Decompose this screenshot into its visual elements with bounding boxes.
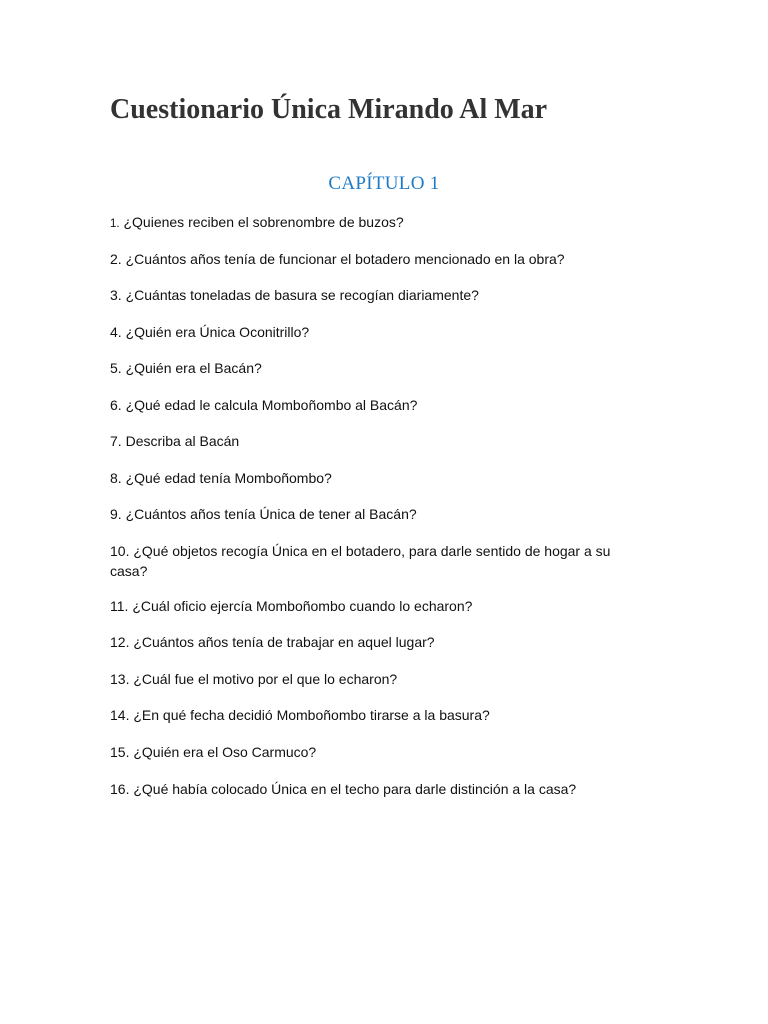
question-item xyxy=(110,542,640,581)
question-text: ¿Cuántos años tenía de trabajar en aquel lugar? xyxy=(133,634,435,650)
question-text: ¿Cuántos años tenía Única de tener al Bacán? xyxy=(125,506,417,522)
question-text: Describa al Bacán xyxy=(125,433,240,449)
question-text: ¿Quién era el Bacán? xyxy=(125,360,262,376)
question-item xyxy=(110,250,640,270)
question-item xyxy=(110,505,640,525)
question-text: ¿Qué objetos recogía Única en el botadero, para darle sentido de hogar a su casa? xyxy=(110,543,611,579)
question-item xyxy=(110,597,640,617)
page-title: Cuestionario Única Mirando Al Mar xyxy=(110,94,548,125)
question-number: 3. xyxy=(110,287,122,303)
question-text: ¿Quién era Única Oconitrillo? xyxy=(125,324,310,340)
question-number: 16. xyxy=(110,781,130,797)
question-item xyxy=(110,323,640,343)
question-item xyxy=(110,670,640,690)
question-text: ¿Qué había colocado Única en el techo para darle distinción a la casa? xyxy=(133,781,577,797)
question-item xyxy=(110,286,640,306)
question-number: 10. xyxy=(110,543,130,559)
chapter-heading: CAPÍTULO 1 xyxy=(328,173,440,194)
question-number: 11. xyxy=(110,598,129,614)
question-item xyxy=(110,432,640,452)
question-number: 1. xyxy=(110,218,120,230)
question-number: 6. xyxy=(110,397,122,413)
question-item xyxy=(110,469,640,489)
question-number: 4. xyxy=(110,324,122,340)
question-number: 8. xyxy=(110,470,122,486)
question-item xyxy=(110,359,640,379)
question-text: ¿Qué edad le calcula Momboñombo al Bacán? xyxy=(125,397,418,413)
question-text: ¿Quién era el Oso Carmuco? xyxy=(133,744,317,760)
question-text: ¿En qué fecha decidió Momboñombo tirarse a la basura? xyxy=(133,707,490,723)
question-number: 12. xyxy=(110,634,130,650)
question-number: 14. xyxy=(110,707,130,723)
question-item xyxy=(110,706,640,726)
question-item xyxy=(110,213,640,235)
question-item xyxy=(110,780,640,800)
question-number: 5. xyxy=(110,360,122,376)
question-text: ¿Quienes reciben el sobrenombre de buzos? xyxy=(123,214,404,230)
question-text: ¿Cuántas toneladas de basura se recogían diariamente? xyxy=(125,287,479,303)
question-item xyxy=(110,633,640,653)
question-item xyxy=(110,743,640,763)
question-number: 2. xyxy=(110,251,122,267)
question-text: ¿Cuál fue el motivo por el que lo echaron? xyxy=(133,671,398,687)
question-number: 7. xyxy=(110,433,122,449)
question-text: ¿Cuántos años tenía de funcionar el botadero mencionado en la obra? xyxy=(125,251,565,267)
question-number: 13. xyxy=(110,671,130,687)
question-number: 15. xyxy=(110,744,130,760)
question-number: 9. xyxy=(110,506,122,522)
question-text: ¿Qué edad tenía Momboñombo? xyxy=(125,470,332,486)
question-item xyxy=(110,396,640,416)
question-text: ¿Cuál oficio ejercía Momboñombo cuando lo echaron? xyxy=(132,598,473,614)
